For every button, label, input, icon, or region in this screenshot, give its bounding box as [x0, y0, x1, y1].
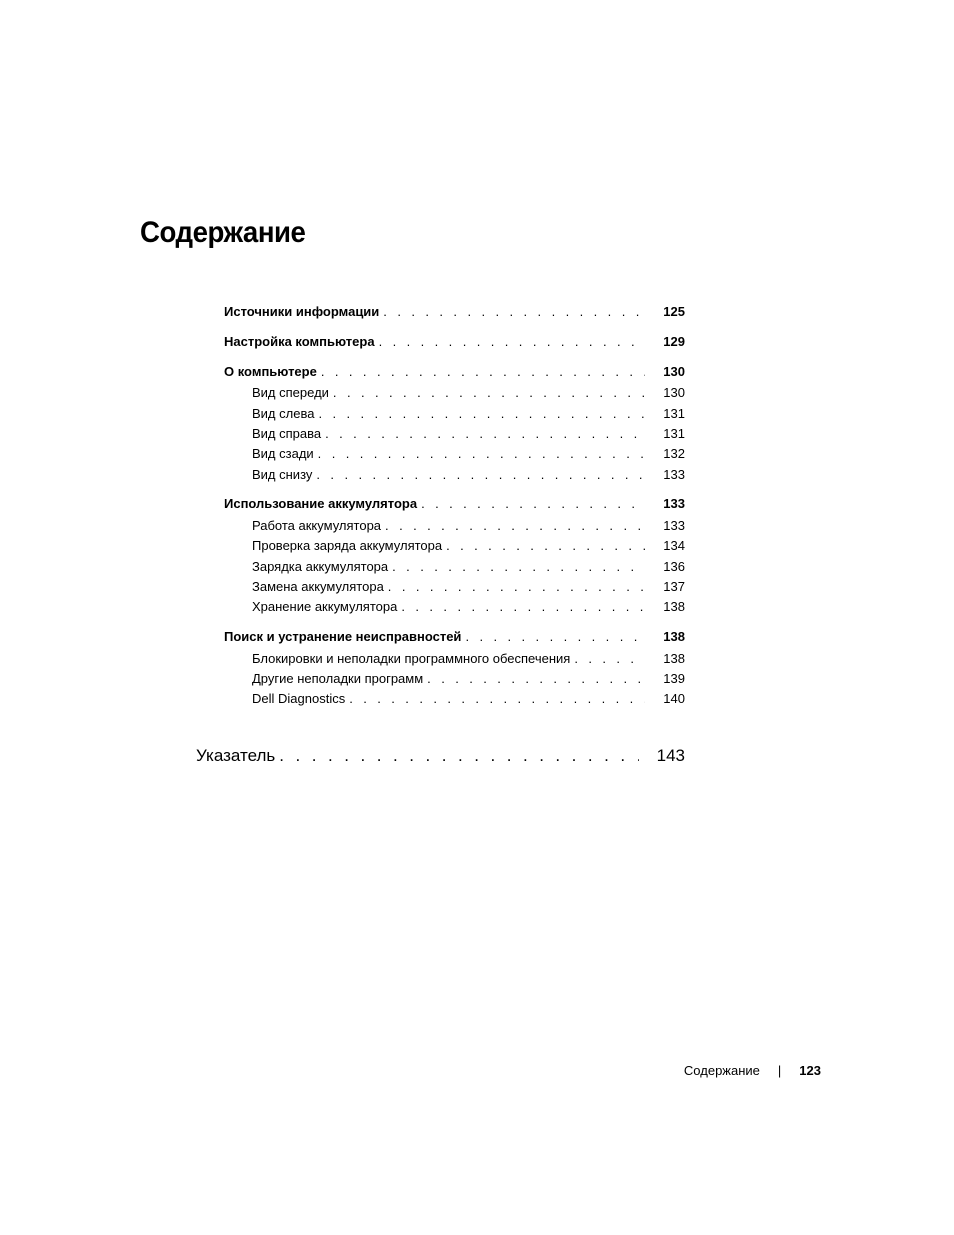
toc-dot-leader [349, 690, 645, 708]
toc-entry-battery-check[interactable] [252, 537, 685, 555]
toc-entry-other-software-problems[interactable] [252, 670, 685, 688]
toc-entry-page: 140 [663, 691, 685, 706]
toc-entry-setup[interactable] [224, 333, 685, 351]
toc-entry-label: Dell Diagnostics [252, 691, 346, 706]
toc-entry-page: 133 [663, 518, 685, 533]
toc-entry-software-lockups[interactable] [252, 650, 685, 668]
toc-entry-page: 125 [663, 304, 685, 319]
toc-dot-leader [318, 405, 645, 423]
footer-section-title: Содержание [683, 1063, 760, 1078]
toc-entry-about-computer[interactable] [224, 363, 685, 381]
toc-entry-label: Вид снизу [252, 467, 313, 482]
toc-entry-label: Другие неполадки программ [252, 671, 424, 686]
toc-entry-battery-replacement[interactable] [252, 578, 685, 596]
toc-dot-leader [318, 445, 645, 463]
toc-entry-page: 131 [663, 406, 685, 421]
toc-entry-page: 133 [663, 467, 685, 482]
toc-entry-label: Хранение аккумулятора [252, 599, 398, 614]
toc-entry-label: Настройка компьютера [224, 334, 375, 349]
toc-dot-leader [379, 333, 645, 351]
toc-dot-leader [321, 363, 645, 381]
toc-entry-label: Работа аккумулятора [252, 518, 382, 533]
toc-entry-page: 134 [663, 538, 685, 553]
toc-entry-page: 139 [663, 671, 685, 686]
toc-dot-leader [383, 303, 645, 321]
toc-entry-page: 137 [663, 579, 685, 594]
page-title: Содержание [140, 216, 306, 249]
toc-entry-front-view[interactable] [252, 384, 685, 402]
toc-entry-index[interactable] [196, 744, 685, 768]
toc-entry-using-battery[interactable] [224, 495, 685, 513]
toc-entry-bottom-view[interactable] [252, 466, 685, 484]
toc-entry-left-view[interactable] [252, 405, 685, 423]
toc-entry-page: 133 [663, 496, 685, 511]
toc-entry-page: 131 [663, 426, 685, 441]
toc-entry-label: Вид сзади [252, 446, 314, 461]
toc-entry-dell-diagnostics[interactable] [252, 690, 685, 708]
toc-entry-label: О компьютере [224, 364, 317, 379]
toc-entry-page: 130 [663, 385, 685, 400]
page-footer [684, 1062, 821, 1080]
toc-entry-label: Замена аккумулятора [252, 579, 384, 594]
toc-entry-label: Вид спереди [252, 385, 329, 400]
toc-entry-label: Поиск и устранение неисправностей [224, 629, 462, 644]
toc-entry-troubleshooting[interactable] [224, 628, 685, 646]
toc-entry-page: 136 [663, 559, 685, 574]
toc-entry-right-view[interactable] [252, 425, 685, 443]
toc-entry-page: 138 [663, 629, 685, 644]
toc-entry-label: Вид справа [252, 426, 322, 441]
toc-dot-leader [465, 628, 645, 646]
toc-dot-leader [446, 537, 645, 555]
toc-dot-leader [392, 558, 645, 576]
toc-entry-label: Указатель [196, 746, 276, 765]
toc-entry-page: 132 [663, 446, 685, 461]
toc-dot-leader [574, 650, 645, 668]
toc-entry-battery-storage[interactable] [252, 598, 685, 616]
toc-entry-back-view[interactable] [252, 445, 685, 463]
toc-dot-leader [316, 466, 645, 484]
toc-entry-page: 129 [663, 334, 685, 349]
toc-entry-page: 130 [663, 364, 685, 379]
toc-dot-leader [325, 425, 645, 443]
footer-separator: | [777, 1063, 782, 1078]
footer-page-number: 123 [799, 1063, 821, 1078]
toc-dot-leader [279, 744, 639, 762]
toc-dot-leader [421, 495, 645, 513]
toc-entry-page: 138 [663, 599, 685, 614]
toc-entry-sources[interactable] [224, 303, 685, 321]
toc-dot-leader [427, 670, 645, 688]
toc-entry-label: Использование аккумулятора [224, 496, 418, 511]
toc-dot-leader [385, 517, 645, 535]
toc-dot-leader [401, 598, 645, 616]
toc-entry-label: Зарядка аккумулятора [252, 559, 389, 574]
toc-entry-label: Блокировки и неполадки программного обеспечения [252, 651, 571, 666]
toc-entry-page: 138 [663, 651, 685, 666]
toc-dot-leader [388, 578, 645, 596]
toc-entry-battery-charging[interactable] [252, 558, 685, 576]
toc-entry-label: Источники информации [224, 304, 380, 319]
toc-entry-label: Проверка заряда аккумулятора [252, 538, 443, 553]
toc-dot-leader [333, 384, 645, 402]
toc-entry-label: Вид слева [252, 406, 315, 421]
toc-entry-page: 143 [656, 746, 685, 765]
toc-entry-battery-operation[interactable] [252, 517, 685, 535]
